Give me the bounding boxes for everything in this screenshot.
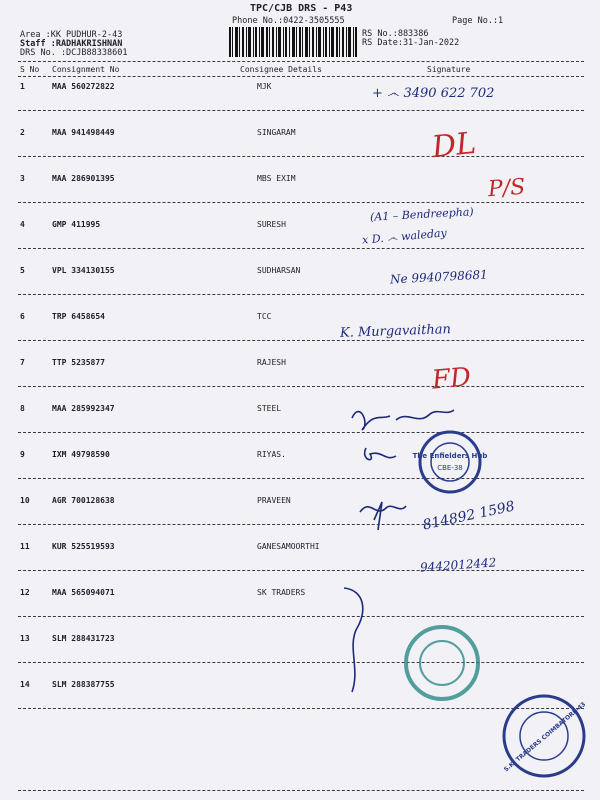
row-sno: 9 <box>20 450 25 459</box>
row-separator <box>18 386 584 387</box>
footer-rule <box>18 790 584 791</box>
row-consignee: SK TRADERS <box>257 588 306 597</box>
row-consignee: MBS EXIM <box>257 174 296 183</box>
row-sno: 7 <box>20 358 25 367</box>
row-consignee: STEEL <box>257 404 282 413</box>
row-consignment-number: SLM 288431723 <box>52 634 115 643</box>
row-separator <box>18 616 584 617</box>
column-signature: Signature <box>427 65 471 74</box>
enfielders-stamp-sub: CBE-38 <box>437 464 463 472</box>
signature-row-4: (A1 – Bendreepha) <box>369 205 474 224</box>
enfielders-hub-stamp <box>355 430 495 500</box>
row-consignee: RAJESH <box>257 358 286 367</box>
column-consignee: Consignee Details <box>240 65 322 74</box>
row-consignment-number: AGR 700128638 <box>52 496 115 505</box>
column-consignment: Consignment No <box>52 65 120 74</box>
phone-number: Phone No.:0422-3505555 <box>232 16 345 26</box>
row-sno: 11 <box>20 542 30 551</box>
row-consignee: GANESAMOORTHI <box>257 542 320 551</box>
page-number: Page No.:1 <box>452 16 504 26</box>
signature-row-4b: x D. ෴ waleday <box>361 226 448 247</box>
row-consignee: RIYAS. <box>257 450 286 459</box>
row-separator <box>18 294 584 295</box>
row-separator <box>18 340 584 341</box>
rs-date: RS Date:31-Jan-2022 <box>362 38 460 48</box>
signature-line-row-12-13 <box>338 580 378 700</box>
enfielders-stamp-text: The Enfielders Hub <box>412 452 488 460</box>
row-sno: 4 <box>20 220 25 229</box>
row-separator <box>18 248 584 249</box>
row-sno: 6 <box>20 312 25 321</box>
row-sno: 13 <box>20 634 30 643</box>
column-sno: S No <box>20 65 40 74</box>
row-consignment-number: MAA 560272822 <box>52 82 115 91</box>
mark-row-3: P/S <box>487 174 527 203</box>
sk-traders-stamp <box>490 686 595 786</box>
row-consignment-number: TRP 6458654 <box>52 312 105 321</box>
mark-row-7: FD <box>430 362 473 396</box>
row-consignment-number: MAA 286901395 <box>52 174 115 183</box>
sk-traders-stamp-faded <box>392 618 492 708</box>
signature-row-5: Ne 9940798681 <box>389 267 489 287</box>
sheet-title: TPC/CJB DRS - P43 <box>250 3 353 14</box>
rs-number: RS No.:883386 <box>362 29 429 39</box>
row-sno: 10 <box>20 496 30 505</box>
row-consignment-number: MAA 941498449 <box>52 128 115 137</box>
row-consignment-number: SLM 288387755 <box>52 680 115 689</box>
row-consignee: PRAVEEN <box>257 496 291 505</box>
row-consignment-number: IXM 49798590 <box>52 450 110 459</box>
row-sno: 5 <box>20 266 25 275</box>
signature-row-11: 9442012442 <box>419 555 497 575</box>
sk-traders-stamp-text: S.K. TRADERS COIMBATORE-43 <box>502 700 588 774</box>
signature-row-10: 814892 1598 <box>421 498 517 534</box>
staff-field: Staff :RADHAKRISHNAN <box>20 39 123 49</box>
row-sno: 8 <box>20 404 25 413</box>
row-separator <box>18 202 584 203</box>
row-separator <box>18 478 584 479</box>
barcode <box>229 27 357 57</box>
row-consignment-number: GMP 411995 <box>52 220 101 229</box>
row-separator <box>18 432 584 433</box>
row-consignee: SINGARAM <box>257 128 296 137</box>
row-consignee: TCC <box>257 312 272 321</box>
drs-number: DRS No. :DCJB88338601 <box>20 48 128 58</box>
row-separator <box>18 524 584 525</box>
row-consignment-number: KUR 525519593 <box>52 542 115 551</box>
row-sno: 3 <box>20 174 25 183</box>
row-consignment-number: MAA 565094071 <box>52 588 115 597</box>
header-rule-bottom <box>18 76 584 77</box>
row-sno: 12 <box>20 588 30 597</box>
row-separator <box>18 110 584 111</box>
row-separator <box>18 570 584 571</box>
row-sno: 2 <box>20 128 25 137</box>
area-field: Area :KK PUDHUR-2-43 <box>20 30 123 40</box>
signature-row-1: + ෴ 3490 622 702 <box>372 86 495 101</box>
row-sno: 1 <box>20 82 25 91</box>
row-consignment-number: VPL 334130155 <box>52 266 115 275</box>
signature-row-6: K. Murgavaithan <box>339 322 452 341</box>
row-consignee: SURESH <box>257 220 286 229</box>
row-separator <box>18 662 584 663</box>
row-separator <box>18 156 584 157</box>
header-rule-top <box>18 61 584 62</box>
row-consignment-number: TTP 5235877 <box>52 358 105 367</box>
row-consignment-number: MAA 285992347 <box>52 404 115 413</box>
row-consignee: MJK <box>257 82 272 91</box>
row-sno: 14 <box>20 680 30 689</box>
delivered-mark-row-2: DL <box>430 125 478 166</box>
row-consignee: SUDHARSAN <box>257 266 301 275</box>
